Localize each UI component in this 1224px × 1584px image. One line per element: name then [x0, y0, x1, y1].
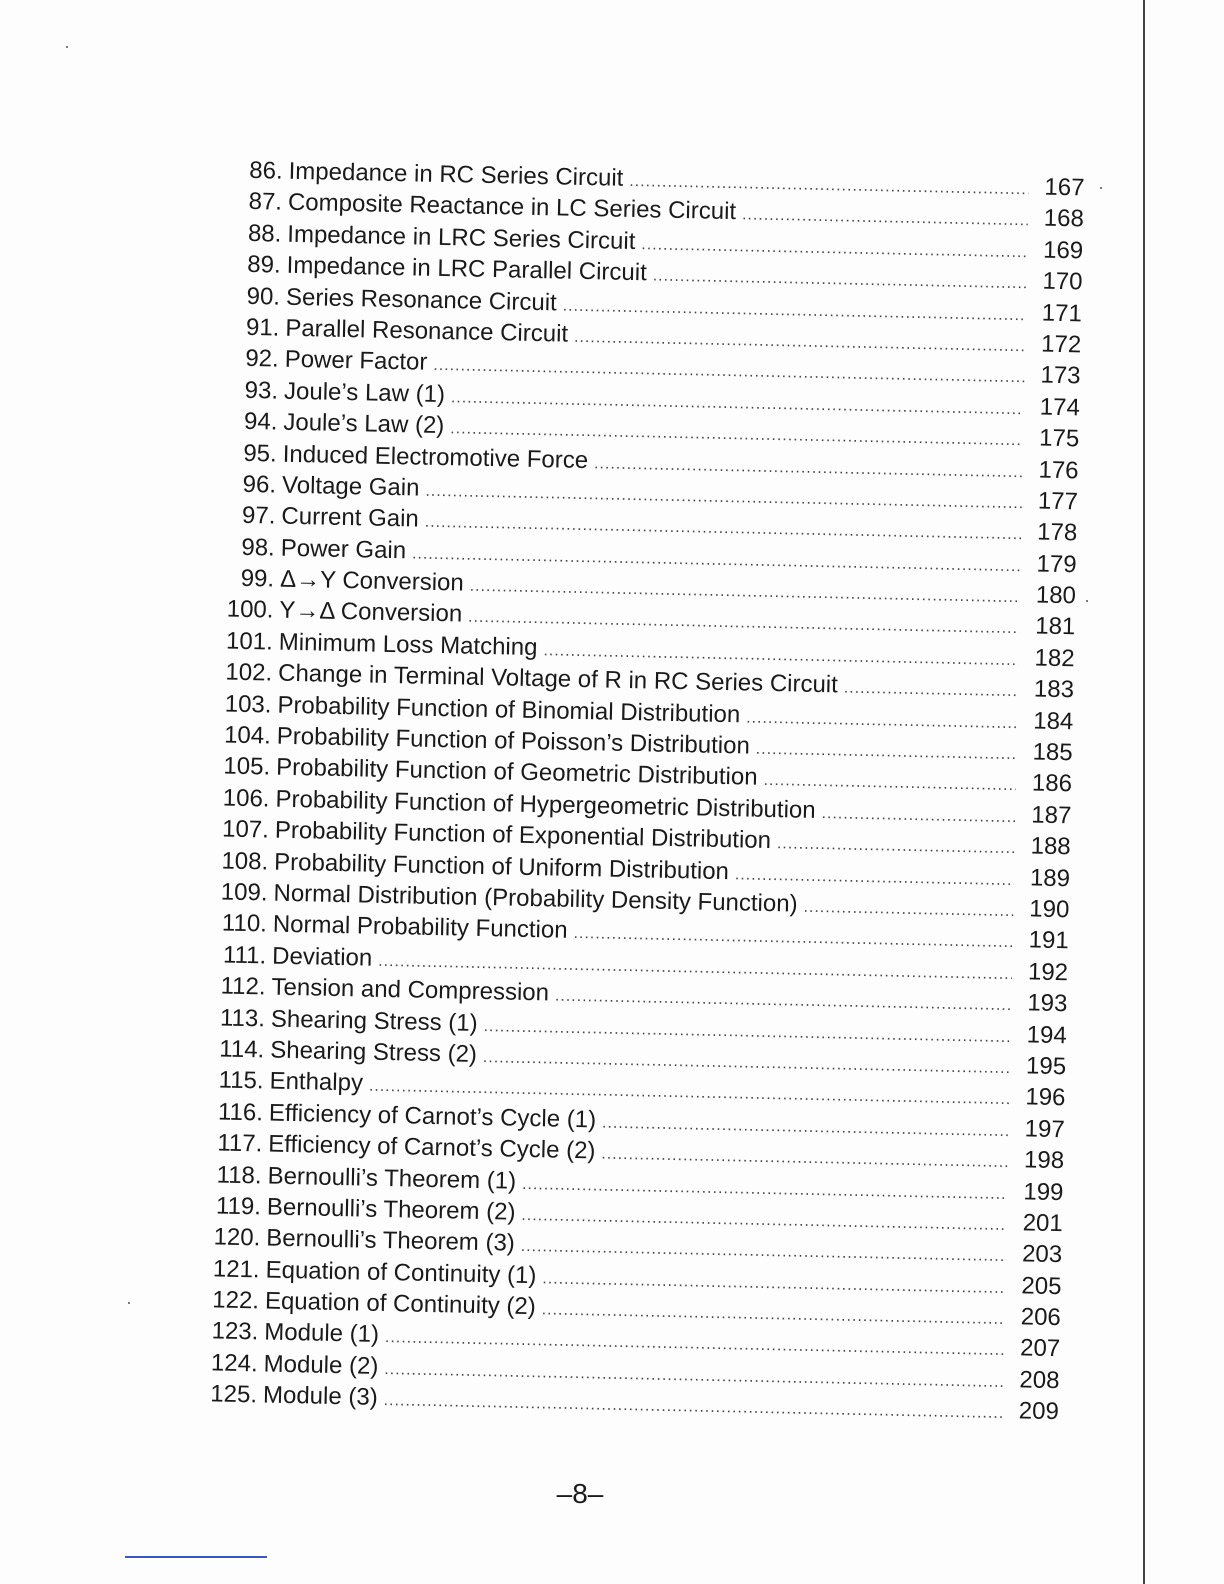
entry-number: 108. — [221, 847, 269, 876]
entry-title: Joule’s Law (2) — [283, 408, 445, 440]
entry-page: 205 — [1021, 1272, 1062, 1300]
entry-number: 102. — [225, 658, 273, 687]
entry-page: 174 — [1039, 393, 1081, 422]
entry-page: 208 — [1019, 1366, 1060, 1395]
entry-title: Bernoulli’s Theorem (2) — [266, 1193, 516, 1226]
entry-page: 194 — [1026, 1020, 1068, 1049]
entry-number: 97. — [241, 502, 276, 530]
entry-page: 195 — [1025, 1052, 1067, 1081]
entry-number: 88. — [247, 219, 282, 248]
entry-title: Tension and Compression — [271, 973, 550, 1007]
entry-title: Induced Electromotive Force — [282, 440, 589, 474]
entry-page: 190 — [1029, 895, 1070, 924]
entry-page: 193 — [1027, 989, 1068, 1018]
entry-number: 121. — [212, 1255, 260, 1284]
entry-page: 188 — [1030, 832, 1071, 861]
entry-number: 111. — [222, 941, 267, 970]
entry-title: Composite Reactance in LC Series Circuit — [287, 189, 737, 226]
entry-number: 109. — [220, 878, 268, 907]
entry-number: 103. — [224, 690, 272, 719]
entry-number: 114. — [219, 1035, 265, 1064]
entry-title: Bernoulli’s Theorem (3) — [266, 1224, 516, 1258]
entry-title: Parallel Resonance Circuit — [285, 314, 569, 348]
entry-number: 101. — [225, 627, 274, 656]
entry-page: 206 — [1020, 1303, 1062, 1332]
entry-page: 178 — [1036, 518, 1078, 547]
entry-page: 168 — [1043, 204, 1085, 233]
entry-page: 209 — [1018, 1397, 1060, 1426]
page-number: –8– — [556, 1478, 604, 1509]
entry-number: 100. — [226, 596, 274, 624]
entry-number: 92. — [245, 345, 279, 373]
entry-title: Bernoulli’s Theorem (1) — [267, 1162, 517, 1195]
entry-page: 196 — [1025, 1083, 1066, 1112]
entry-number: 117. — [217, 1129, 263, 1158]
entry-page: 184 — [1032, 707, 1074, 735]
entry-title: Current Gain — [281, 502, 420, 533]
entry-page: 183 — [1033, 675, 1075, 704]
entry-page: 179 — [1036, 550, 1077, 579]
entry-page: 186 — [1031, 769, 1073, 798]
entry-page: 170 — [1042, 267, 1083, 296]
entry-number: 91. — [245, 313, 280, 342]
entry-number: 113. — [219, 1004, 266, 1032]
scan-speck — [1086, 600, 1088, 602]
entry-page: 167 — [1044, 173, 1085, 202]
entry-title: Joule’s Law (1) — [283, 377, 446, 408]
entry-page: 176 — [1038, 456, 1079, 484]
entry-number: 95. — [243, 439, 278, 468]
entry-page: 169 — [1042, 236, 1084, 265]
entry-page: 187 — [1031, 801, 1072, 830]
scan-speck — [1100, 187, 1102, 189]
entry-page: 192 — [1027, 958, 1069, 987]
entry-title: Efficiency of Carnot’s Cycle (1) — [268, 1099, 597, 1134]
entry-title: Impedance in LRC Parallel Circuit — [286, 251, 648, 287]
entry-number: 123. — [211, 1317, 259, 1346]
entry-title: Equation of Continuity (1) — [265, 1256, 537, 1289]
dot-leader — [821, 798, 1015, 833]
entry-page: 173 — [1040, 361, 1081, 390]
entry-title: Probability Function of Geometric Distribution — [275, 754, 758, 792]
entry-number: 106. — [222, 784, 270, 813]
entry-number: 120. — [213, 1223, 261, 1252]
entry-page: 189 — [1029, 864, 1071, 892]
entry-title: Enthalpy — [269, 1067, 364, 1097]
footnote-rule — [125, 1556, 267, 1558]
entry-title: Change in Terminal Voltage of R in RC Series Circuit — [277, 659, 839, 699]
entry-title: Module (3) — [262, 1381, 378, 1412]
entry-number: 119. — [215, 1192, 262, 1221]
entry-title: Impedance in RC Series Circuit — [288, 157, 624, 192]
entry-page: 199 — [1023, 1177, 1064, 1206]
entry-number: 118. — [216, 1160, 262, 1189]
dot-leader — [843, 673, 1018, 708]
entry-number: 105. — [223, 752, 271, 781]
entry-number: 98. — [241, 533, 276, 562]
entry-page: 171 — [1041, 299, 1083, 327]
entry-title: Δ→Y Conversion — [279, 565, 465, 597]
scan-speck — [66, 46, 68, 48]
entry-number: 122. — [212, 1286, 260, 1315]
entry-title: Probability Function of Hypergeometric Distribution — [275, 785, 816, 824]
entry-title: Equation of Continuity (2) — [264, 1287, 537, 1321]
dot-leader — [777, 828, 1015, 864]
entry-title: Y→Δ Conversion — [279, 597, 463, 628]
entry-page: 175 — [1038, 424, 1080, 453]
entry-number: 125. — [210, 1380, 258, 1409]
entry-title: Normal Probability Function — [272, 910, 568, 945]
entry-number: 110. — [221, 909, 268, 938]
entry-page: 203 — [1021, 1240, 1063, 1269]
entry-title: Probability Function of Uniform Distribution — [273, 848, 730, 885]
entry-number: 115. — [218, 1066, 264, 1095]
page-edge-line — [1143, 0, 1145, 1584]
entry-title: Probability Function of Poisson’s Distribution — [276, 722, 751, 760]
entry-number: 107. — [221, 815, 270, 844]
entry-page: 180 — [1035, 581, 1077, 610]
entry-title: Module (1) — [264, 1318, 380, 1349]
entry-title: Series Resonance Circuit — [285, 283, 558, 316]
table-of-contents — [179, 154, 1085, 1428]
entry-page: 181 — [1034, 612, 1076, 641]
entry-page: 207 — [1019, 1334, 1061, 1363]
entry-page: 191 — [1028, 926, 1069, 955]
dot-leader — [803, 892, 1013, 928]
entry-number: 86. — [249, 156, 283, 185]
entry-number: 87. — [248, 188, 283, 217]
entry-title: Probability Function of Binomial Distribution — [277, 691, 741, 728]
entry-title: Power Factor — [284, 346, 428, 377]
entry-number: 89. — [247, 251, 281, 279]
entry-title: Minimum Loss Matching — [278, 628, 538, 661]
entry-title: Probability Function of Exponential Distribution — [274, 816, 772, 855]
entry-page: 177 — [1037, 487, 1079, 516]
entry-title: Impedance in LRC Series Circuit — [287, 220, 636, 255]
entry-number: 90. — [246, 282, 281, 311]
entry-title: Efficiency of Carnot’s Cycle (2) — [267, 1130, 596, 1165]
entry-title: Module (2) — [263, 1350, 379, 1380]
entry-title: Power Gain — [280, 534, 407, 564]
entry-number: 99. — [240, 564, 275, 593]
entry-title: Shearing Stress (2) — [269, 1036, 478, 1068]
entry-number: 116. — [217, 1098, 264, 1127]
entry-page: 201 — [1022, 1209, 1064, 1238]
entry-title: Voltage Gain — [281, 471, 420, 502]
entry-page: 198 — [1023, 1146, 1065, 1175]
entry-page: 185 — [1032, 738, 1073, 767]
entry-number: 104. — [223, 721, 272, 750]
scan-speck — [128, 1302, 130, 1304]
entry-number: 96. — [242, 470, 277, 499]
entry-title: Shearing Stress (1) — [270, 1005, 478, 1037]
entry-page: 172 — [1040, 330, 1082, 359]
entry-title: Normal Distribution (Probability Density Function) — [273, 879, 798, 918]
entry-number: 112. — [220, 972, 266, 1001]
entry-number: 93. — [244, 376, 279, 405]
entry-page: 182 — [1034, 644, 1075, 673]
entry-title: Deviation — [271, 942, 373, 972]
entry-number: 124. — [210, 1349, 258, 1378]
entry-page: 197 — [1024, 1115, 1066, 1143]
entry-number: 94. — [243, 408, 278, 436]
